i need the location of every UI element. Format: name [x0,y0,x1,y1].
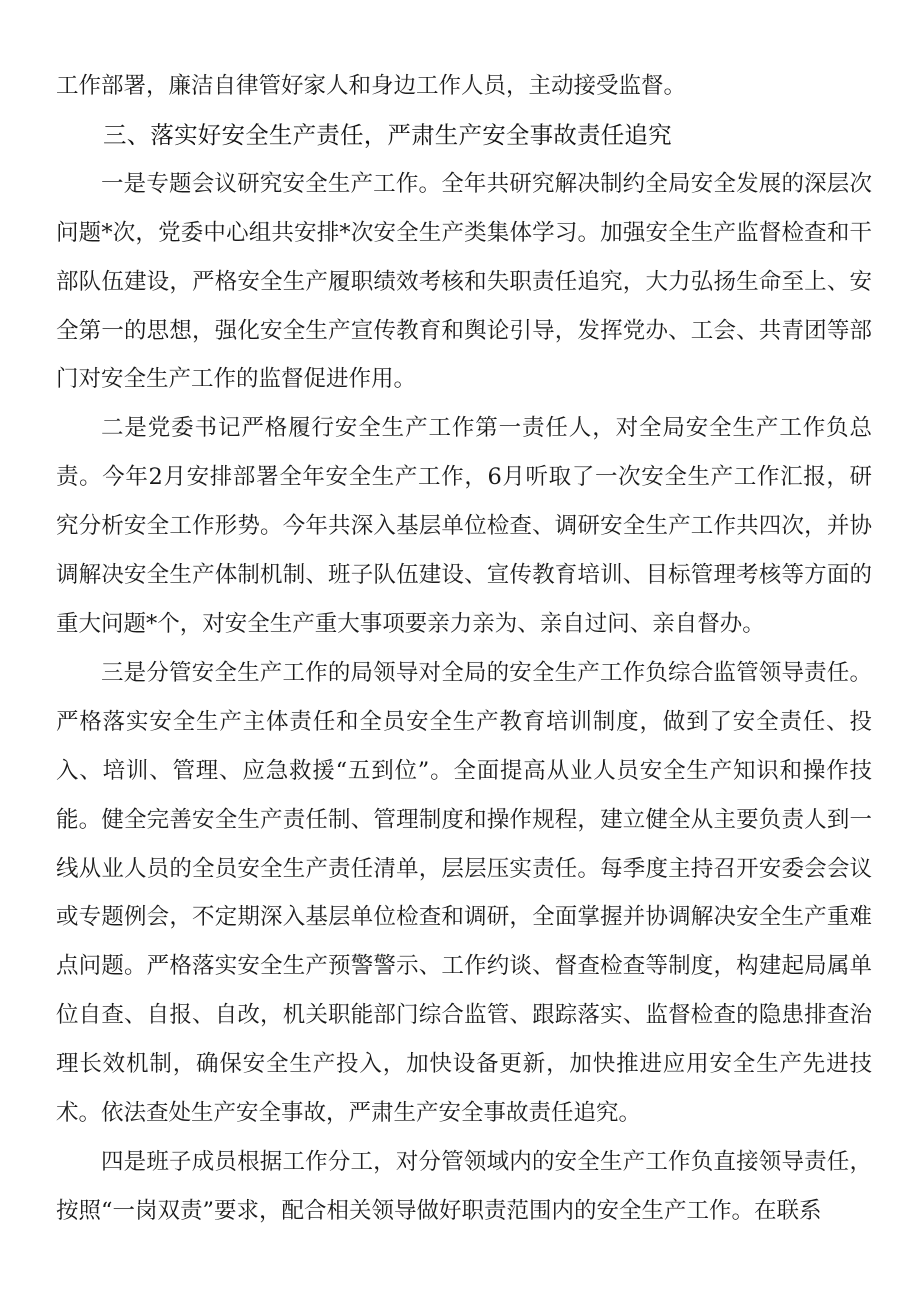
section-heading: 三、落实好安全生产责任，严肃生产安全事故责任追究 [103,120,672,149]
document-body [56,62,872,1236]
continued-paragraph: 工作部署，廉洁自律管好家人和身边工作人员，主动接受监督。 [56,73,687,99]
paragraph-4: 四是班子成员根据工作分工，对分管领域内的安全生产工作负直接领导责任，按照“一岗双责”要求，配合相关领导做好职责范围内的安全生产工作。在联系 [56,1148,872,1224]
paragraph-1: 一是专题会议研究安全生产工作。全年共研究解决制约全局安全发展的深层次问题*次，党委中心组共安排*次安全生产类集体学习。加强安全生产监督检查和干部队伍建设，严格安全生产履职绩效考核和失职责任追究，大力弘扬生命至上、安全第一的思想，强化安全生产宣传教育和舆论引导，发挥党办、工会、共青团等部门对安全生产工作的监督促进作用。 [56,170,872,393]
paragraph-2: 二是党委书记严格履行安全生产工作第一责任人，对全局安全生产工作负总责。今年2月安排部署全年安全生产工作，6月听取了一次安全生产工作汇报，研究分析安全工作形势。今年共深入基层单位检查、调研安全生产工作共四次，并协调解决安全生产体制机制、班子队伍建设、宣传教育培训、目标管理考核等方面的重大问题*个，对安全生产重大事项要亲力亲为、亲自过问、亲自督办。 [56,415,872,637]
paragraph-3: 三是分管安全生产工作的局领导对全局的安全生产工作负综合监管领导责任。严格落实安全生产主体责任和全员安全生产教育培训制度，做到了安全责任、投入、培训、管理、应急救援“五到位”。全面提高从业人员安全生产知识和操作技能。健全完善安全生产责任制、管理制度和操作规程，建立健全从主要负责人到一线从业人员的全员安全生产责任清单，层层压实责任。每季度主持召开安委会会议或专题例会，不定期深入基层单位检查和调研，全面掌握并协调解决安全生产重难点问题。严格落实安全生产预警警示、工作约谈、督查检查等制度，构建起局属单位自查、自报、自改，机关职能部门综合监管、跟踪落实、监督检查的隐患排查治理长效机制，确保安全生产投入，加快设备更新，加快推进应用安全生产先进技术。依法查处生产安全事故，严肃生产安全事故责任追究。 [56,659,872,1127]
